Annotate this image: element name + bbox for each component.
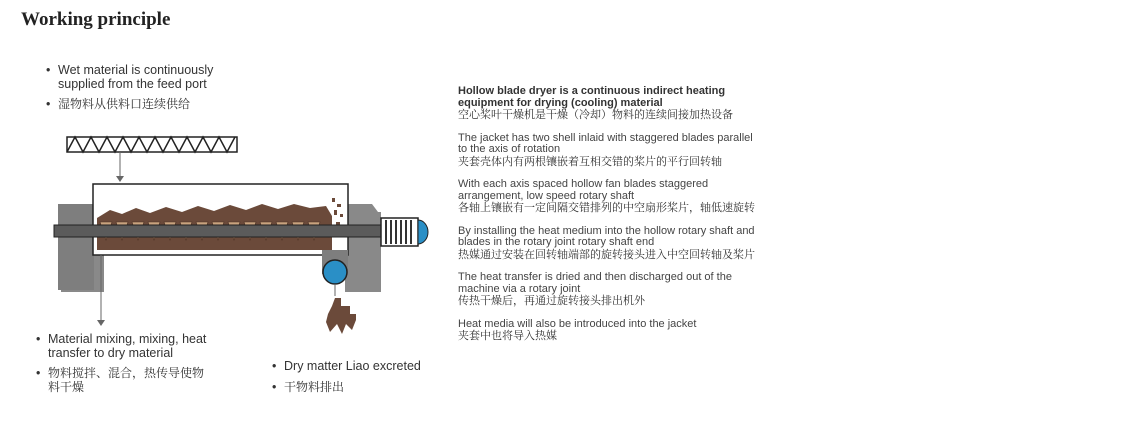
bullet-dot: • <box>36 332 41 346</box>
mixing-text-line1: Material mixing, mixing, heat <box>48 332 207 346</box>
rotary-joint-cap <box>418 220 428 244</box>
feed-arrowhead <box>116 176 124 182</box>
description-en: The heat transfer is dried and then discharged out of the <box>458 271 732 283</box>
description-zh: 夹套中也将导入热媒 <box>458 330 557 342</box>
description-zh: 夹套壳体内有两根镶嵌着互相交错的桨片的平行回转轴 <box>458 155 722 168</box>
mixing-text-zh-line2: 料干燥 <box>48 380 85 394</box>
discharge-outlet <box>323 260 347 284</box>
description-en: Heat media will also be introduced into the jacket <box>458 317 697 330</box>
discharge-bullet-en <box>272 359 421 373</box>
description-en: Hollow blade dryer is a continuous indirect heating <box>458 85 726 97</box>
feed-text-line1: Wet material is continuously <box>58 63 214 77</box>
description-en: blades in the rotary joint rotary shaft end <box>458 236 655 248</box>
feed-bullet-zh <box>46 97 191 111</box>
bullet-dot: • <box>272 380 277 394</box>
discharge-bullet-zh <box>272 380 345 394</box>
mixing-bullet-en <box>36 332 207 360</box>
description-en: By installing the heat medium into the hollow rotary shaft and <box>458 224 755 237</box>
description-en: arrangement, low speed rotary shaft <box>458 189 635 202</box>
description-item <box>458 319 768 343</box>
feed-text-zh: 湿物料从供料口连续供给 <box>58 97 191 111</box>
description-en: With each axis spaced hollow fan blades staggered <box>458 178 709 190</box>
description-en: The jacket has two shell inlaid with staggered blades parallel <box>458 131 753 144</box>
description-zh: 空心桨叶干燥机是干燥（冷却）物料的连续间接加热设备 <box>458 109 733 121</box>
description-zh: 热媒通过安装在回转轴端部的旋转接头进入中空回转轴及桨片 <box>458 248 755 261</box>
page-title: Working principle <box>21 9 171 30</box>
description-item <box>458 226 768 262</box>
description-panel <box>458 86 768 354</box>
bullet-dot: • <box>46 63 51 77</box>
discharge-text-zh: 干物料排出 <box>284 380 345 394</box>
description-zh: 各轴上镶嵌有一定间隔交错排列的中空扇形桨片，轴低速旋转 <box>458 202 755 214</box>
mixing-text-line2: transfer to dry material <box>48 346 174 360</box>
rotary-shaft <box>54 225 384 237</box>
bullet-dot: • <box>46 97 51 111</box>
mixing-text-zh-line1: 物料搅拌、混合，热传导使物 <box>48 366 205 380</box>
dry-matter-pile <box>326 298 356 334</box>
description-item <box>458 86 768 122</box>
description-en: machine via a rotary joint <box>458 282 581 295</box>
description-en: to the axis of rotation <box>458 143 561 155</box>
description-item <box>458 272 768 308</box>
mixing-bullet-zh <box>36 366 205 394</box>
discharge-text: Dry matter Liao excreted <box>284 359 421 373</box>
feed-text-line2: supplied from the feed port <box>58 77 207 91</box>
paddle-dryer-diagram <box>0 0 450 345</box>
feed-bullet-en <box>46 63 214 91</box>
description-en: equipment for drying (cooling) material <box>458 96 663 109</box>
description-item <box>458 133 768 169</box>
description-item <box>458 179 768 215</box>
mixing-arrowhead <box>97 320 105 326</box>
bullet-dot: • <box>36 366 41 380</box>
bullet-dot: • <box>272 359 277 373</box>
housing-left-flange <box>58 204 94 290</box>
description-zh: 传热干燥后，再通过旋转接头排出机外 <box>458 295 645 307</box>
